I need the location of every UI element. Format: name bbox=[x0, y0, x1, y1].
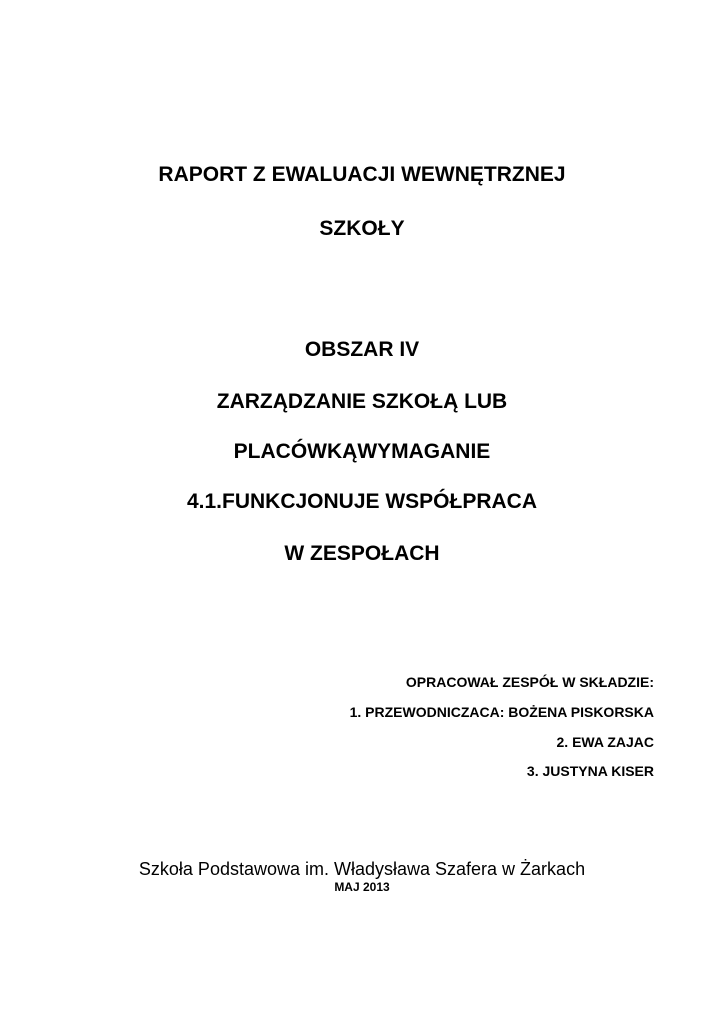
team-member-3: 3. JUSTYNA KISER bbox=[526, 763, 654, 779]
area-title: OBSZAR IV bbox=[304, 338, 420, 361]
report-title-line-2: SZKOŁY bbox=[319, 217, 405, 240]
team-member-2: 2. EWA ZAJAC bbox=[556, 734, 654, 750]
requirement-line-1: 4.1.FUNKCJONUJE WSPÓŁPRACA bbox=[186, 490, 538, 513]
team-member-1: 1. PRZEWODNICZACA: BOŻENA PISKORSKA bbox=[349, 704, 654, 720]
area-subtitle-line-2: PLACÓWKĄWYMAGANIE bbox=[233, 440, 491, 463]
area-subtitle-line-1: ZARZĄDZANIE SZKOŁĄ LUB bbox=[216, 390, 508, 413]
team-heading: OPRACOWAŁ ZESPÓŁ W SKŁADZIE: bbox=[405, 674, 654, 690]
report-title-line-1: RAPORT Z EWALUACJI WEWNĘTRZNEJ bbox=[158, 163, 566, 186]
requirement-line-2: W ZESPOŁACH bbox=[284, 542, 440, 565]
report-date: MAJ 2013 bbox=[334, 880, 390, 894]
school-name: Szkoła Podstawowa im. Władysława Szafera w Żarkach bbox=[138, 859, 586, 879]
